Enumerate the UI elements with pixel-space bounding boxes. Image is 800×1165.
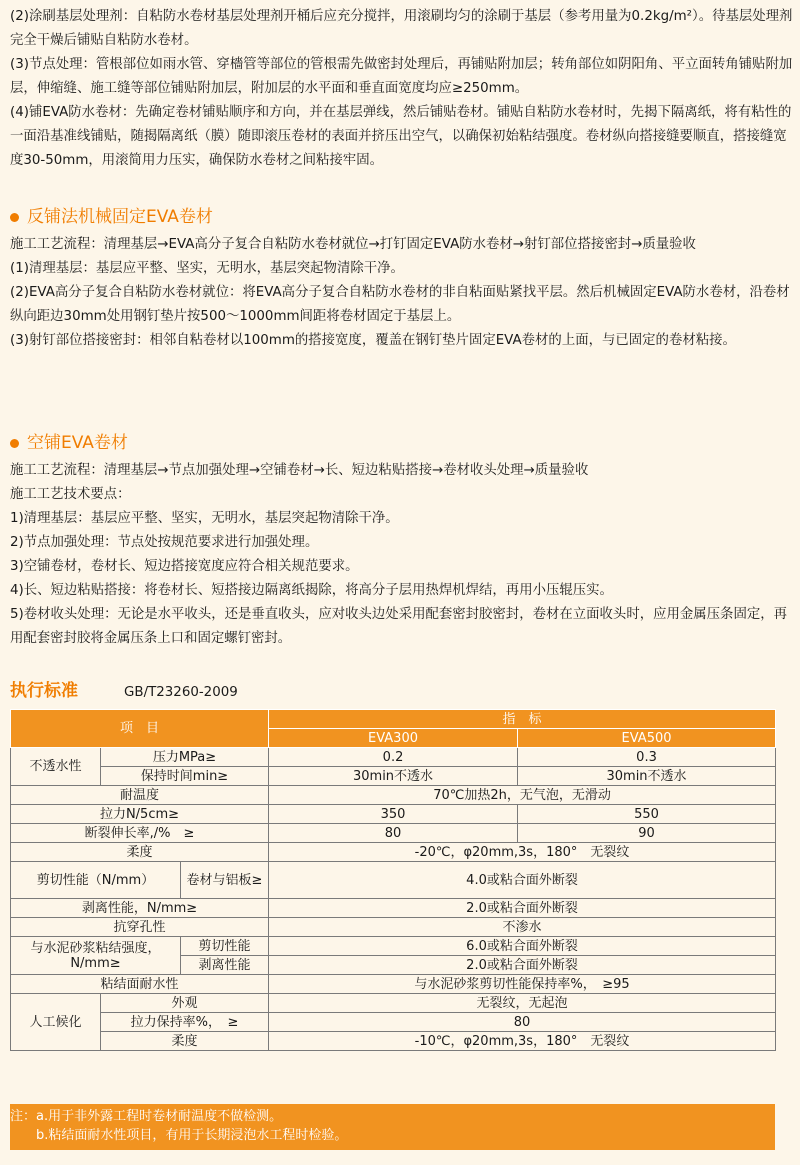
- table-row: [11, 786, 776, 805]
- table-row: [11, 748, 776, 767]
- table-cell: 剪切性能（N/mm）: [11, 862, 181, 899]
- section-paragraph: 施工工艺技术要点：: [10, 487, 131, 502]
- section-paragraph: 5)卷材收头处理：无论是水平收头，还是垂直收头，应对收头边处采用配套密封胶密封，卷材在立面收头时，应用金属压条固定，再用配套密封胶将金属压条上口和固定螺钉密封。: [10, 607, 788, 646]
- table-cell: 0.3: [518, 748, 776, 767]
- bullet-dot-icon: [10, 439, 19, 448]
- table-cell: 剥离性能，N/mm≥: [11, 899, 269, 918]
- table-row: [11, 843, 776, 862]
- table-cell: 无裂纹，无起泡: [269, 994, 776, 1013]
- table-cell: 粘结面耐水性: [11, 975, 269, 994]
- table-cell: 柔度: [101, 1032, 269, 1051]
- table-cell: 外观: [101, 994, 269, 1013]
- spec-table: [10, 709, 776, 1051]
- table-cell: 4.0或粘合面外断裂: [269, 862, 776, 899]
- table-cell: 断裂伸长率,/% ≥: [11, 824, 269, 843]
- intro-paragraph: (2)涂刷基层处理剂：自粘防水卷材基层处理剂开桶后应充分搅拌，用滚刷均匀的涂刷于基层（参考用量为0.2kg/m²）。待基层处理剂完全干燥后铺贴自粘防水卷材。: [10, 9, 793, 48]
- table-cell: 拉力保持率%， ≥: [101, 1013, 269, 1032]
- table-row: [11, 994, 776, 1013]
- table-row: [11, 805, 776, 824]
- table-cell: 80: [269, 1013, 776, 1032]
- table-cell: -20℃，φ20mm,3s，180° 无裂纹: [269, 843, 776, 862]
- section-paragraph: 3)空铺卷材，卷材长、短边搭接宽度应符合相关规范要求。: [10, 559, 359, 574]
- table-row: [11, 767, 776, 786]
- intro-paragraph: (4)铺EVA防水卷材：先确定卷材铺贴顺序和方向，并在基层弹线，然后铺贴卷材。铺贴自粘防水卷材时，先揭下隔离纸，将有粘性的一面沿基准线铺贴，随揭隔离纸（膜）随即滚压卷材的表面并挤压出空气，以确保初始粘结强度。卷材纵向搭接缝要顺直，搭接缝宽度30-50mm，用滚简用力压实，确保防水卷材之间粘接牢固。: [10, 105, 792, 168]
- table-row: [11, 1032, 776, 1051]
- section-paragraph: (1)清理基层：基层应平整、坚实，无明水，基层突起物清除干净。: [10, 261, 404, 276]
- table-row: [11, 862, 776, 899]
- standard-code: GB/T23260-2009: [124, 685, 238, 700]
- table-cell: 保持时间min≥: [101, 767, 269, 786]
- header-item: 项 目: [11, 710, 269, 748]
- table-cell: 90: [518, 824, 776, 843]
- table-row: [11, 899, 776, 918]
- table-row: [11, 918, 776, 937]
- table-notes: [10, 1104, 775, 1150]
- bullet-dot-icon: [10, 213, 19, 222]
- table-cell: 人工候化: [11, 994, 101, 1051]
- intro-paragraph: (3)节点处理：管根部位如雨水管、穿檣管等部位的管根需先做密封处理后，再铺贴附加层；转角部位如阴阳角、平立面转角铺贴附加层，伸缩缝、施工缝等部位铺贴附加层，附加层的水平面和垂直面宽度均应≥250mm。: [10, 57, 793, 96]
- table-cell: 70℃加热2h，无气泡，无滑动: [269, 786, 776, 805]
- table-cell: 与水泥砂浆粘结强度，N/mm≥: [11, 937, 181, 975]
- intro-text: [10, 5, 794, 173]
- section-heading: [10, 205, 213, 229]
- header-eva300: EVA300: [269, 729, 518, 748]
- note-line: b.粘结面耐水性项目，有用于长期浸泡水工程时检验。: [10, 1128, 348, 1143]
- table-cell: 80: [269, 824, 518, 843]
- table-cell: 2.0或粘合面外断裂: [269, 956, 776, 975]
- table-row: [11, 1013, 776, 1032]
- table-cell: 抗穿孔性: [11, 918, 269, 937]
- section-paragraph: 施工工艺流程：清理基层→节点加强处理→空铺卷材→长、短边粘贴搭接→卷材收头处理→质量验收: [10, 463, 589, 478]
- table-cell: 不透水性: [11, 748, 101, 786]
- table-row: [11, 710, 776, 729]
- table-row: [11, 937, 776, 956]
- section-paragraph: 施工工艺流程：清理基层→EVA高分子复合自粘防水卷材就位→打钉固定EVA防水卷材→射钉部位搭接密封→质量验收: [10, 237, 696, 252]
- section-paragraph: 4)长、短边粘贴搭接：将卷材长、短搭接边隔离纸揭除，将高分子层用热焊机焊结，再用小压辊压实。: [10, 583, 613, 598]
- note-line: 注：a.用于非外露工程时卷材耐温度不做检测。: [10, 1109, 283, 1124]
- table-cell: 550: [518, 805, 776, 824]
- table-cell: 压力MPa≥: [101, 748, 269, 767]
- standard-title: 执行标准: [10, 681, 78, 701]
- table-row: [11, 975, 776, 994]
- table-cell: 拉力N/5cm≥: [11, 805, 269, 824]
- table-cell: 2.0或粘合面外断裂: [269, 899, 776, 918]
- table-cell: 与水泥砂浆剪切性能保持率%， ≥95: [269, 975, 776, 994]
- table-cell: 30min不透水: [269, 767, 518, 786]
- table-cell: -10℃，φ20mm,3s，180° 无裂纹: [269, 1032, 776, 1051]
- header-index: 指 标: [269, 710, 776, 729]
- table-cell: 0.2: [269, 748, 518, 767]
- section-paragraph: (2)EVA高分子复合自粘防水卷材就位：将EVA高分子复合自粘防水卷材的非自粘面贴紧找平层。然后机械固定EVA防水卷材，沿卷材纵向距边30mm处用钢钉垫片按500～1000mm间距将卷材固定于基层上。: [10, 285, 790, 324]
- table-cell: 不渗水: [269, 918, 776, 937]
- section-text: [10, 459, 794, 651]
- section-heading: [10, 431, 128, 455]
- section-paragraph: 1)清理基层：基层应平整、坚实，无明水，基层突起物清除干净。: [10, 511, 399, 526]
- section-title: 空铺EVA卷材: [27, 433, 128, 453]
- table-cell: 剪切性能: [181, 937, 269, 956]
- table-cell: 剥离性能: [181, 956, 269, 975]
- table-cell: 耐温度: [11, 786, 269, 805]
- table-cell: 6.0或粘合面外断裂: [269, 937, 776, 956]
- section-title: 反铺法机械固定EVA卷材: [27, 207, 213, 227]
- table-cell: 30min不透水: [518, 767, 776, 786]
- table-cell: 柔度: [11, 843, 269, 862]
- section-paragraph: (3)射钉部位搭接密封：相邻自粘卷材以100mm的搭接宽度，覆盖在钢钉垫片固定EVA卷材的上面，与已固定的卷材粘接。: [10, 333, 736, 348]
- table-row: [11, 824, 776, 843]
- section-text: [10, 233, 794, 353]
- header-eva500: EVA500: [518, 729, 776, 748]
- table-cell: 350: [269, 805, 518, 824]
- standard-header: [10, 676, 238, 701]
- table-cell: 卷材与铝板≥: [181, 862, 269, 899]
- section-paragraph: 2)节点加强处理：节点处按规范要求进行加强处理。: [10, 535, 319, 550]
